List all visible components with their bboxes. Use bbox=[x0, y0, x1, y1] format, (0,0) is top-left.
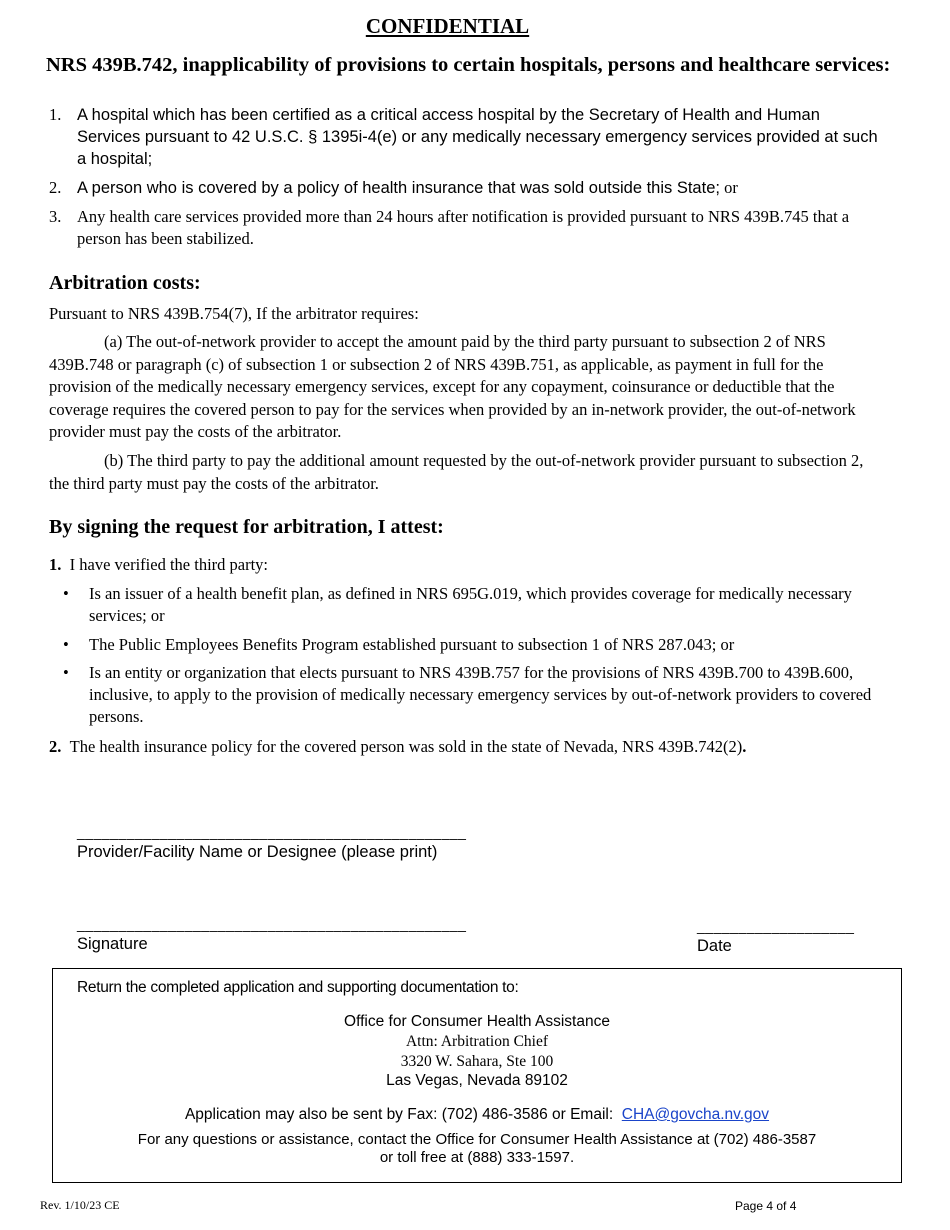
list-item-text: Is an issuer of a health benefit plan, as defined in NRS 695G.019, which provides coverage for medically necessary services; or bbox=[89, 584, 852, 625]
provider-name-label: Provider/Facility Name or Designee (please print) bbox=[77, 843, 438, 861]
section-heading-inapplicability: NRS 439B.742, inapplicability of provisions to certain hospitals, persons and healthcare services: bbox=[46, 54, 891, 76]
list-number: 1. bbox=[49, 105, 62, 124]
arbitration-paragraph-b: (b) The third party to pay the additional amount requested by the out-of-network provider pursuant to subsection 2, the third party must pay the costs of the arbitrator. bbox=[49, 451, 864, 493]
attest-item-1 bbox=[49, 554, 884, 577]
office-attn: Attn: Arbitration Chief bbox=[405, 1033, 549, 1050]
list-item-text: I have verified the third party: bbox=[69, 555, 269, 574]
list-item bbox=[63, 634, 878, 656]
contact-line-1: For any questions or assistance, contact the Office for Consumer Health Assistance at (702) 486-3587 bbox=[137, 1131, 817, 1148]
list-item-text: A hospital which has been certified as a critical access hospital by the Secretary of Health and Human Services pursuant to 42 U.S.C. § 1395i-4(e) or any medically necessary emergency services provided at such a hospital; bbox=[77, 106, 878, 168]
office-city: Las Vegas, Nevada 89102 bbox=[386, 1072, 568, 1089]
email-link[interactable]: CHA@govcha.nv.gov bbox=[621, 1106, 770, 1123]
date-line[interactable]: ___________________ bbox=[697, 918, 855, 934]
return-instructions-box bbox=[52, 968, 902, 1183]
section-heading-attest: By signing the request for arbitration, I attest: bbox=[49, 516, 444, 538]
page-number: Page 4 of 4 bbox=[735, 1199, 797, 1213]
list-item bbox=[49, 206, 879, 250]
bullet-icon: • bbox=[63, 635, 69, 654]
list-item bbox=[49, 104, 879, 170]
list-number: 2. bbox=[49, 737, 62, 756]
office-street: 3320 W. Sahara, Ste 100 bbox=[400, 1053, 554, 1070]
arbitration-intro: Pursuant to NRS 439B.754(7), If the arbitrator requires: bbox=[49, 304, 419, 323]
attest-item-2 bbox=[49, 736, 884, 759]
section-heading-arbitration-costs: Arbitration costs: bbox=[49, 272, 201, 294]
list-number: 1. bbox=[49, 555, 62, 574]
list-item bbox=[63, 583, 878, 627]
provider-name-line[interactable]: _______________________________________________ bbox=[77, 824, 467, 840]
signature-line[interactable]: _______________________________________________ bbox=[77, 916, 467, 932]
bullet-icon: • bbox=[63, 663, 69, 682]
list-item-suffix: or bbox=[719, 178, 738, 197]
date-label: Date bbox=[697, 937, 732, 955]
list-item-text: The health insurance policy for the covered person was sold in the state of Nevada, NRS 439B.742(2) bbox=[69, 737, 743, 756]
fax-email-line bbox=[53, 1106, 901, 1124]
list-item bbox=[63, 662, 878, 728]
arbitration-paragraph-a: (a) The out-of-network provider to accept the amount paid by the third party pursuant to subsection 2 of NRS 439B.748 or paragraph (c) of subsection 1 or subsection 2 of NRS 439B.751, as applicable, as payment in full for the provision of the medically necessary emergency services, except for any copayment, coinsurance or deductible that the coverage requires the covered person to pay for the services when provided by an in-network provider, the out-of-network provider must pay the costs of the arbitrator. bbox=[49, 332, 856, 441]
revision-label: Rev. 1/10/23 CE bbox=[40, 1198, 120, 1212]
list-item-end: . bbox=[742, 737, 747, 756]
bullet-icon: • bbox=[63, 584, 69, 603]
list-item-text: Any health care services provided more than 24 hours after notification is provided pursuant to NRS 439B.745 that a person has been stabilized. bbox=[77, 207, 850, 248]
list-item-text: The Public Employees Benefits Program established pursuant to subsection 1 of NRS 287.043; or bbox=[89, 635, 735, 654]
list-number: 3. bbox=[49, 207, 62, 226]
list-item-text: Is an entity or organization that elects pursuant to NRS 439B.757 for the provisions of NRS 439B.700 to 439B.600, inclusive, to apply to the provision of medically necessary emergency services by out-of-network providers to covered persons. bbox=[89, 663, 872, 726]
document-title: CONFIDENTIAL bbox=[365, 14, 530, 38]
fax-text: Application may also be sent by Fax: (702) 486-3586 or Email: bbox=[184, 1106, 614, 1123]
contact-line-2: or toll free at (888) 333-1597. bbox=[379, 1149, 575, 1166]
list-item-text: A person who is covered by a policy of health insurance that was sold outside this State; bbox=[77, 179, 720, 197]
list-item bbox=[49, 177, 879, 199]
office-name: Office for Consumer Health Assistance bbox=[344, 1013, 610, 1030]
return-intro: Return the completed application and supporting documentation to: bbox=[77, 979, 519, 996]
list-number: 2. bbox=[49, 178, 62, 197]
signature-label: Signature bbox=[77, 935, 148, 953]
